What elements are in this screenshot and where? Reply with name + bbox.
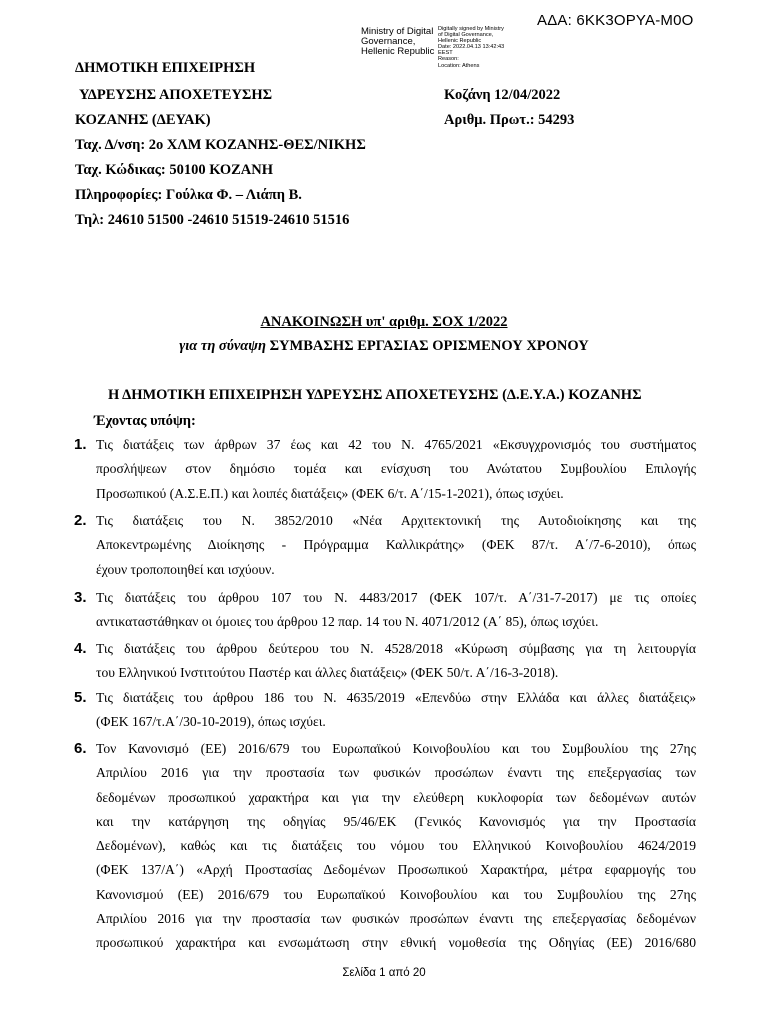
signature-details (438, 26, 518, 69)
announcement-title-text: ΑΝΑΚΟΙΝΩΣΗ υπ' αριθμ. ΣΟΧ 1/2022 (260, 314, 508, 330)
item-line: (ΦΕΚ 137/Α΄) «Αρχή Προστασίας Δεδομένων Προσωπικού Χαρακτήρα, μέτρα εφαρμογής του (96, 862, 696, 878)
item-number: 3. (74, 589, 87, 606)
signature-detail-line: Location: Athens (438, 62, 480, 69)
signature-detail-line: Hellenic Republic (438, 38, 482, 45)
item-number: 2. (74, 512, 87, 529)
item-line: Τον Κανονισμό (ΕΕ) 2016/679 του Ευρωπαϊκού Κοινοβουλίου και του Συμβουλίου της 27ης (96, 741, 696, 756)
signature-ministry (361, 27, 441, 57)
signature-detail-line: of Digital Governance, (438, 32, 494, 39)
item-line: Τις διατάξεις του άρθρου δεύτερου του Ν. 4528/2018 «Κύρωση σύμβασης για τη λειτουργία (96, 641, 696, 656)
item-line: Τις διατάξεις των άρθρων 37 έως και 42 του Ν. 4765/2021 «Εκσυγχρονισμός του συστήματος (96, 437, 696, 452)
item-number: 4. (74, 640, 87, 657)
item-line: Δεδομένων), καθώς και τις διατάξεις του νόμου του Ελληνικού Κοινοβουλίου 4624/2019 (96, 838, 696, 854)
item-line: Προσωπικού (Α.Σ.Ε.Π.) και λοιπές διατάξεις» (ΦΕΚ 6/τ. Α΄/15-1-2021), όπως ισχύει. (96, 485, 564, 501)
ada-code: ΑΔΑ: 6ΚΚ3ΟΡΥΑ-Μ0Ο (537, 12, 694, 29)
considering-heading: Έχοντας υπόψη: (94, 413, 196, 429)
item-line: Αποκεντρωμένης Διοίκησης - Πρόγραμμα Καλλικράτης» (ΦΕΚ 87/τ. Α΄/7-6-2010), όπως (96, 537, 696, 553)
sender-line-1: ΔΗΜΟΤΙΚΗ ΕΠΙΧΕΙΡΗΣΗ (75, 60, 256, 76)
item-line: Απριλίου 2016 για την προστασία των φυσικών προσώπων έναντι της επεξεργασίας δεδομένων (96, 911, 696, 927)
signature-detail-line: EEST (438, 50, 453, 57)
list-item (96, 433, 696, 506)
organization-heading: Η ΔΗΜΟΤΙΚΗ ΕΠΙΧΕΙΡΗΣΗ ΥΔΡΕΥΣΗΣ ΑΠΟΧΕΤΕΥΣΗΣ (Δ.Ε.Υ.Α.) ΚΟΖΑΝΗΣ (108, 387, 642, 403)
announcement-subtitle-italic: για τη σύναψη (179, 338, 266, 354)
signature-detail-line: Date: 2022.04.13 13:42:43 (438, 44, 505, 51)
list-item (96, 509, 696, 582)
list-item (96, 686, 696, 735)
sender-info: Πληροφορίες: Γούλκα Φ. – Λιάπη Β. (75, 187, 302, 203)
item-line: προσωπικού χαρακτήρα και ενσωμάτωση στην εθνική νομοθεσία της Οδηγίας (ΕΕ) 2016/680 (96, 935, 696, 951)
sender-address: Ταχ. Δ/νση: 2ο ΧΛΜ ΚΟΖΑΝΗΣ-ΘΕΣ/ΝΙΚΗΣ (75, 137, 366, 153)
item-line: και την κατάργηση της οδηγίας 95/46/ΕΚ (Γενικός Κανονισμός για την Προστασία (96, 813, 696, 829)
signature-ministry-line: Hellenic Republic (361, 46, 435, 57)
sender-line-2: ΥΔΡΕΥΣΗΣ ΑΠΟΧΕΤΕΥΣΗΣ (79, 87, 273, 103)
item-line: Τις διατάξεις του άρθρου 107 του Ν. 4483/2017 (ΦΕΚ 107/τ. Α΄/31-7-2017) με τις οποίες (96, 590, 696, 605)
signature-ministry-line: Governance, (361, 36, 416, 47)
item-line: αντικαταστάθηκαν οι όμοιες του άρθρου 12 παρ. 14 του Ν. 4071/2012 (Α΄ 85), όπως ισχύει. (96, 614, 599, 630)
announcement-subtitle (0, 338, 768, 355)
protocol-number: Αριθμ. Πρωτ.: 54293 (444, 112, 575, 128)
page-footer: Σελίδα 1 από 20 (342, 967, 426, 979)
announcement-subtitle-rest: ΣΥΜΒΑΣΗΣ ΕΡΓΑΣΙΑΣ ΟΡΙΣΜΕΝΟΥ ΧΡΟΝΟΥ (269, 338, 589, 354)
item-line: Απριλίου 2016 για την προστασία των φυσικών προσώπων έναντι της επεξεργασίας των (96, 765, 696, 781)
item-number: 5. (74, 689, 87, 706)
item-number: 1. (74, 436, 87, 453)
signature-ministry-line: Ministry of Digital (361, 26, 434, 37)
announcement-title (0, 314, 768, 331)
sender-line-3: ΚΟΖΑΝΗΣ (ΔΕΥΑΚ) (75, 112, 211, 128)
sender-postal-code: Ταχ. Κώδικας: 50100 ΚΟΖΑΝΗ (75, 162, 274, 178)
signature-detail-line: Digitally signed by Ministry (438, 26, 504, 32)
list-item (96, 637, 696, 686)
item-line: έχουν τροποποιηθεί και ισχύουν. (96, 561, 275, 577)
item-line: Τις διατάξεις του Ν. 3852/2010 «Νέα Αρχιτεκτονική της Αυτοδιοίκησης και της (96, 513, 696, 528)
item-line: Τις διατάξεις του άρθρου 186 του Ν. 4635/2019 «Επενδύω στην Ελλάδα και άλλες διατάξεις» (96, 690, 696, 705)
list-item (96, 586, 696, 635)
item-line: (ΦΕΚ 167/τ.Α΄/30-10-2019), όπως ισχύει. (96, 714, 326, 730)
item-line: δεδομένων προσωπικού χαρακτήρα και για την ελεύθερη κυκλοφορία των δεδομένων αυτών (96, 789, 696, 805)
signature-detail-line: Reason: (438, 56, 459, 63)
list-item (96, 737, 696, 956)
place-date: Κοζάνη 12/04/2022 (444, 87, 561, 103)
sender-phone: Τηλ: 24610 51500 -24610 51519-24610 51516 (75, 212, 350, 228)
item-line: του Ελληνικού Ινστιτούτου Παστέρ και άλλες διατάξεις» (ΦΕΚ 50/τ. Α΄/16-3-2018). (96, 665, 559, 681)
item-line: προσλήψεων στον δημόσιο τομέα και ενίσχυση του Ανώτατου Συμβουλίου Επιλογής (96, 461, 696, 477)
item-line: Κανονισμού (ΕΕ) 2016/679 του Ευρωπαϊκού Κοινοβουλίου και του Συμβουλίου της 27ης (96, 886, 696, 902)
item-number: 6. (74, 740, 87, 757)
